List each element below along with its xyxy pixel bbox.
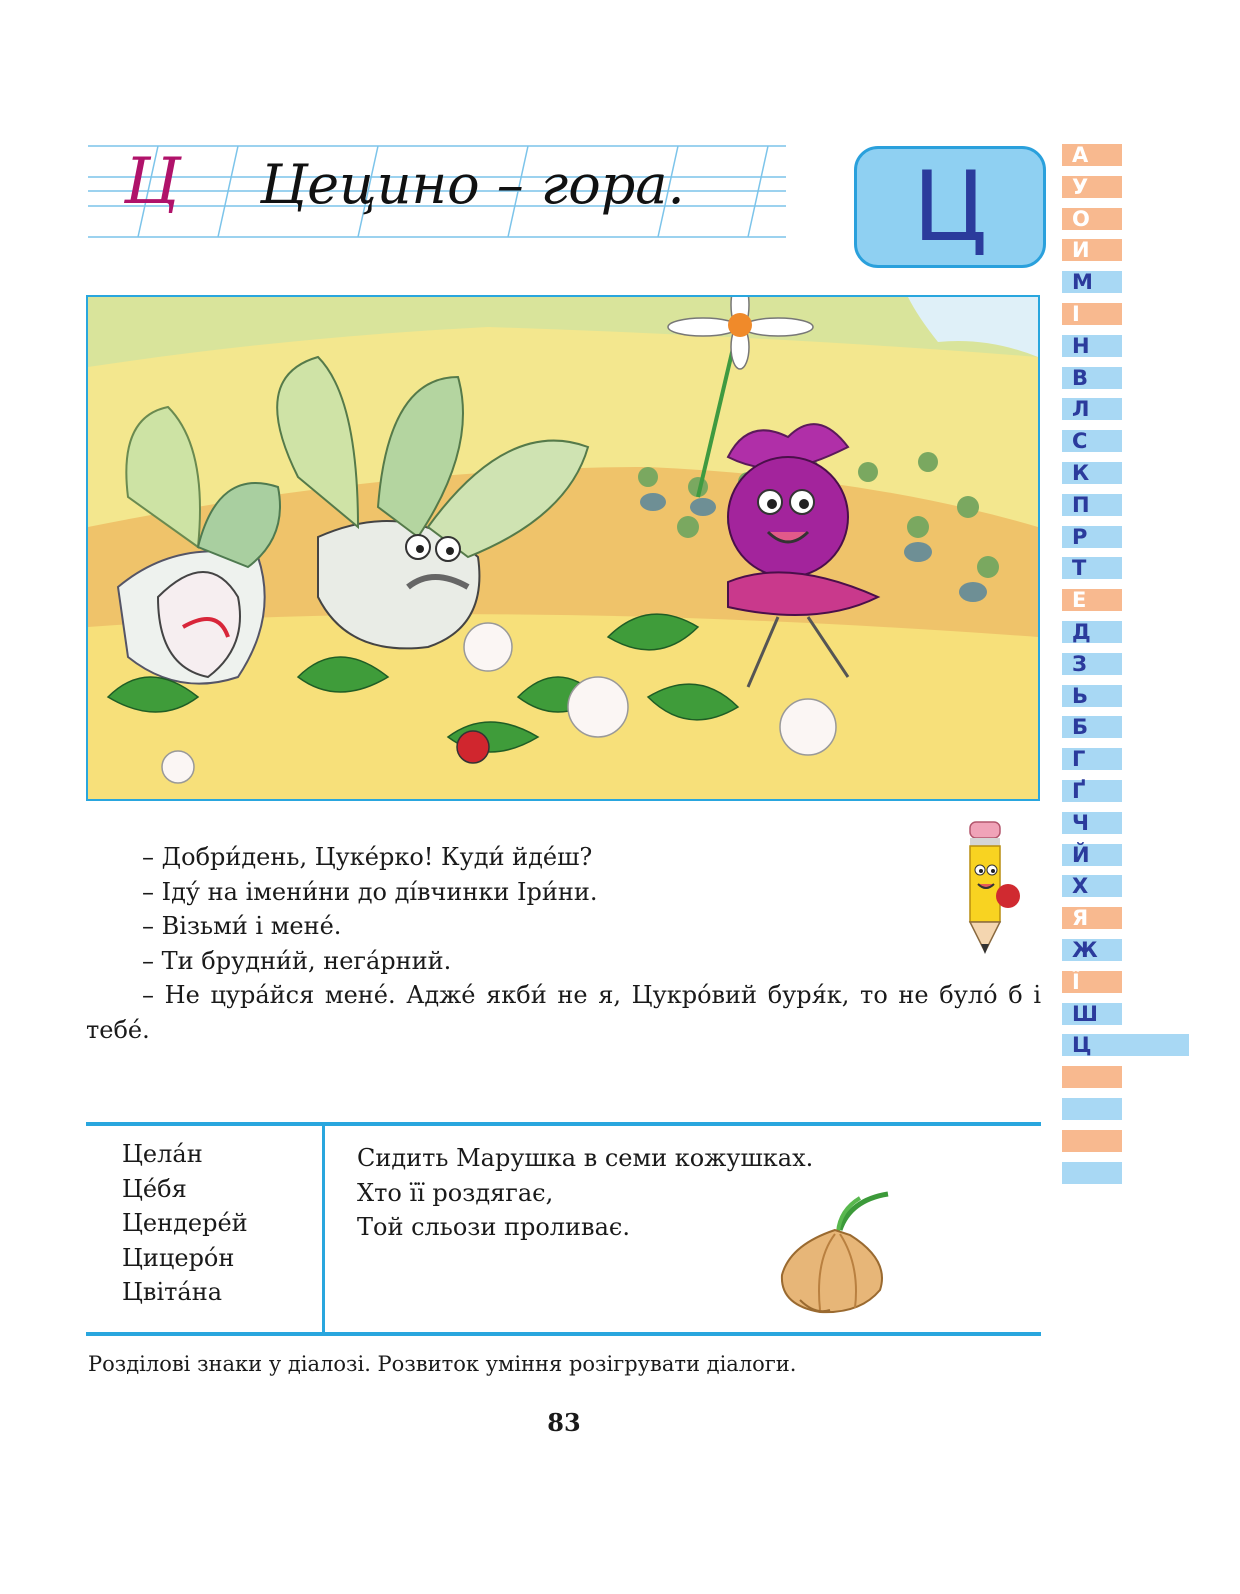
name-item: Цицеро́н [122,1243,235,1272]
alphabet-letter: Ч [1062,812,1122,834]
onion-icon [770,1190,900,1318]
alphabet-letter: Б [1062,716,1122,738]
alphabet-letter: Х [1062,875,1122,897]
alphabet-letter [1062,1162,1122,1184]
alphabet-letter: У [1062,176,1122,198]
alphabet-letter: І [1062,303,1122,325]
alphabet-letter: Н [1062,335,1122,357]
alphabet-letter: Я [1062,907,1122,929]
illustration-beet-and-candy [86,295,1040,801]
page-caption: Розділові знаки у діалозі. Розвиток уміння розігрувати діалоги. [88,1352,797,1376]
alphabet-letter: Ї [1062,971,1122,993]
alphabet-letter: П [1062,494,1122,516]
alphabet-letter [1062,1066,1122,1088]
alphabet-letter: Ґ [1062,780,1122,802]
alphabet-index [1062,144,1189,1193]
alphabet-letter [1062,1130,1122,1152]
name-item: Цела́н [122,1140,203,1168]
letter-card: Ц [854,146,1046,268]
handwritten-letter: Ц [124,145,180,219]
dialogue-line: – Іду́ на імени́ни до ді́вчинки Іри́ни. [142,877,598,906]
riddle-line: Той сльози проливає. [357,1213,630,1241]
riddle-line: Хто її роздягає, [357,1178,554,1207]
alphabet-letter: Т [1062,557,1122,579]
alphabet-letter [1062,1098,1122,1120]
alphabet-letter: Й [1062,844,1122,866]
page-number: 83 [547,1408,581,1437]
dialogue-line: – Добри́день, Цуке́рко! Куди́ йде́ш? [142,843,593,871]
names-list [122,1137,248,1310]
alphabet-letter: К [1062,462,1122,484]
handwritten-word: Цецино – гора. [260,153,685,216]
alphabet-letter: Д [1062,621,1122,643]
name-item: Цендере́й [122,1209,248,1237]
riddle-text [357,1141,813,1245]
pencil-mascot-icon [960,820,1022,960]
box-bottom-rule [86,1332,1041,1336]
name-item: Це́бя [122,1174,187,1203]
handwriting-strip [88,144,788,240]
alphabet-letter: Ж [1062,939,1122,961]
alphabet-letter: О [1062,208,1122,230]
alphabet-letter: В [1062,367,1122,389]
alphabet-letter: И [1062,239,1122,261]
alphabet-letter: Ц [1062,1034,1189,1056]
alphabet-letter: Е [1062,589,1122,611]
illustration-drawing [88,297,1038,799]
name-item: Цвіта́на [122,1278,223,1306]
dialogue-text [86,840,1041,1047]
riddle-line: Сидить Марушка в семи кожушках. [357,1144,814,1172]
alphabet-letter: Ш [1062,1003,1122,1025]
box-top-rule [86,1122,1041,1126]
alphabet-letter: Р [1062,526,1122,548]
alphabet-letter: М [1062,271,1122,293]
alphabet-letter: С [1062,430,1122,452]
alphabet-letter: Ь [1062,685,1122,707]
dialogue-line: – Візьми́ і мене́. [142,912,342,940]
dialogue-line: – Ти брудни́й, нега́рний. [142,946,452,975]
box-divider [322,1126,325,1332]
alphabet-letter: З [1062,653,1122,675]
alphabet-letter: А [1062,144,1122,166]
alphabet-letter: Г [1062,748,1122,770]
dialogue-line: – Не цура́йся мене́. Адже́ якби́ не я, Цукро́вий буря́к, то не було́ б і тебе́. [86,981,1041,1044]
alphabet-letter: Л [1062,398,1122,420]
